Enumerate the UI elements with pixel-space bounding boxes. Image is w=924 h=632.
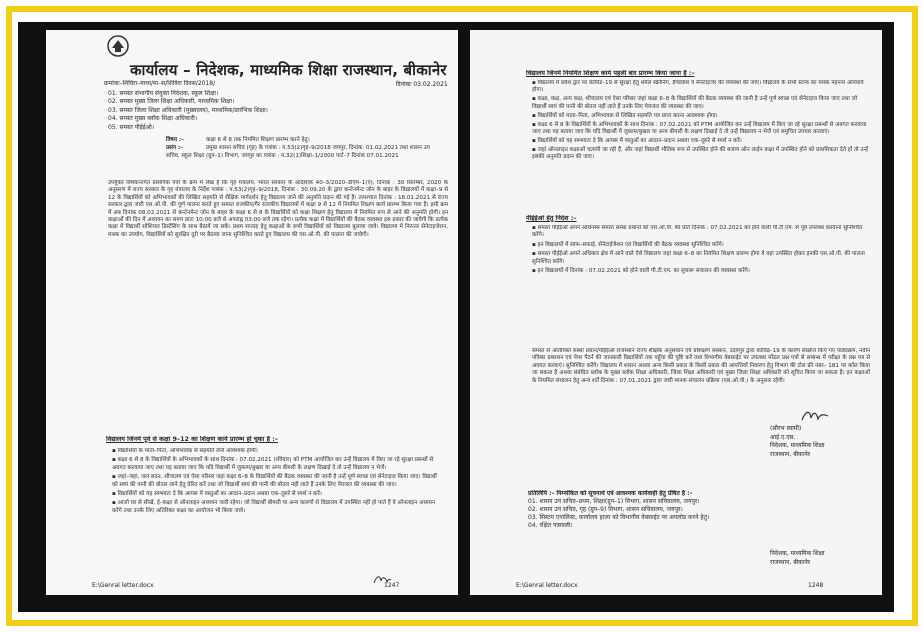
page-number: 1248 <box>808 582 824 589</box>
addressee-item: 04. समस्त मुख्य ब्लॉक शिक्षा अधिकारी। <box>108 115 198 123</box>
list-item: ▪ विद्यार्थियों को यह सम्भवतः दे कि आपस में वस्तुओं का आदान–प्रदान अथवा एक–दूसरे से स्पर्श न करें। <box>532 138 870 145</box>
list-item: ▪ इन विद्यालयों में साफ–सफाई, सेनेटाईजेशन एवं विद्यार्थियों की बैठक व्यवस्था सुनिश्चित करेंगे। <box>532 242 870 249</box>
subject-block <box>166 136 436 160</box>
document-page-left <box>46 30 458 595</box>
signatory-designation: निदेशक, माध्यमिक शिक्षा <box>770 442 825 449</box>
footer-file-path: E:\Genral letter.docx <box>92 582 154 589</box>
list-item: ▪ कक्षा 6 से 8 के विद्यार्थियों के अभिभावकों के साथ दिनांक : 07.02.2021 को PTM आयोजित कर उन्हें विद्यालय में किए जा रहे सुरक्षा प्रबन्धों से अवगत करवाया जाए तथा यह बताया जाए कि यदि विद्यार्थी में जुकाम/बुखार या अन्य बीमारी के लक्षण दिखाई दे तो उन्हें विद्यालय न भेजें एवं समुचित उपचार करवाएं। <box>532 122 870 137</box>
signatory-designation: निदेशक, माध्यमिक शिक्षा <box>770 550 825 557</box>
copy-item: 02. शासन उप सचिव, गृह (ग्रुप–9) विभाग, शासन सचिवालय, जयपुर। <box>528 506 683 513</box>
signatory-location: राजस्थान, बीकानेर <box>770 450 811 458</box>
list-item: ▪ समस्त पीईईओ अपने अधिनस्थ समस्त संस्था प्रधानों को एस.ओ.पी. की प्रति दिनांक : 07.02.2021 को होने वाली पी.टी.एम. से पूर्व उपलब्ध करवाना सुनिश्चित करेंगे। <box>532 225 870 240</box>
list-item: ▪ आजो घर से सीखें, ई–कक्षा से ऑनलाइन अध्ययन जारी रहेगा। जो विद्यार्थी बीमारी या अन्य कारणों से विद्यालय में उपस्थित नहीं हो पाते हैं वे ऑनलाइन अध्ययन करेंगे तथा उनके लिए अतिरिक्त कक्षा का आयोजन भी किया जावे। <box>112 500 442 515</box>
reference-number: क्रमांकः–शिविरा–माध्य/मा–स/शिविरा दिवस/2018/ <box>104 80 216 87</box>
list-item: ▪ जहां–जहां, जल सदन, शौचालय एवं ऐसा परिसर जहां कक्षा 6–8 के विद्यार्थियों की बैठक व्यवस्था की जानी है उन्हें पूर्ण स्वच्छ एवं सेनेटाइज किया जाए। विद्यार्थी को स्वयं की पानी की बोतल लाने हेतु प्रेरित करें तथा जो विद्यार्थी स्वयं की पानी की बोतल नहीं लाते हैं उनके लिए पेयजल की व्यवस्था की जाए। <box>112 474 442 489</box>
subject-label: विषय :– <box>166 137 185 143</box>
document-title: कार्यालय – निदेशक, माध्यमिक शिक्षा राजस्थान, बीकानेर <box>130 61 447 79</box>
signatory-service: आई.ए.एस. <box>770 433 796 441</box>
copy-item: 03. सिस्टम एनालिस्ट, कार्यालय हाजा को विभागीय वेबसाईट पर अपलोड करने हेतु। <box>528 514 710 521</box>
closing-paragraph: समस्त से अतिरिक्त संस्था प्रधान/पीईईओ राजस्थान राज्य शैक्षिक अनुसंधान एवं प्रशिक्षण संस्थान, उदयपुर द्वारा कोविड–19 के कारण संक्षिप्त किए गए पाठ्यक्रम, नवीन पत्रिका प्रकाशन एवं पेपर पैटर्न की जानकारी विद्यार्थियों तक पहुँचा की पुष्टि करें तथा विभागीय वेबसाईट पर उपलब्ध मॉडल प्रश्न पत्रों से सम्बन्ध में परीक्षा के प्रश्न पत्र से अवगत करवाएं। सुनिश्चित करेंगे। विद्यालय में शासन अथवा अन्य किसी प्रकार के किसी प्रकार की आपत्तियाँ निवारण हेतु विभाग की टोल फ्री नंबर– 181 पर कॉल किया जा सकता है अथवा संबंधित ब्लॉक के मुख्य ब्लॉक शिक्षा अधिकारी, जिला शिक्षा अधिकारी एवं मुख्य जिला शिक्षा अधिकारी को सूचित किया जा सकता है। इन कक्षाओं के नियमित संचालन हेतु अन्य शर्तें दिनांक : 07.01.2021 द्वारा जारी मानक संचालन प्रक्रिया (एस.ओ.पी.) के अनुसार रहेगी। <box>532 348 870 384</box>
section-heading: विद्यालय जिनमें पूर्व से कक्षा 9–12 का शिक्षण कार्य प्रारम्भ हो चुका है :– <box>106 436 278 443</box>
bullet-list <box>532 80 870 212</box>
body-paragraph: उपर्युक्त विषयान्तर्गत प्रासंगिक पत्रों के क्रम में लेख है कि गृह मंत्रालय, भारत सरकार के आदेशांक 40–3/2020–डीएम–1(ए), दिनांक : 30 सितम्बर, 2020 के अनुसरण में राज्य सरकार के गृह मंत्रालय के निर्देश पत्रांक : प.53(2)गृह–9/2018, दिनांक : 30.09.20 के द्वारा कन्टेनमेन्ट जोन के बाहर के विद्यालयों में कक्षा–9 से 12 के विद्यार्थियों को अभिभावकों की लिखित सहमति से शैक्षिक मार्गदर्शन हेतु विद्यालय जाने की अनुमति प्रदान की गई है। तत्पश्चात दिनांक : 18.01.2021 से राज्य सरकार द्वारा जारी एस.ओ.पी. की पूर्ण पालना करते हुए समस्त राजकीय/गैर राजकीय विद्यालयों में कक्षा 9 से 12 में नियमित शिक्षण कार्य प्रारम्भ किया गया है। इसी क्रम में अब दिनांक 08.02.2021 से कन्टेनमेन्ट जोन के बाहर के कक्षा 6 से 8 के विद्यार्थियों को कक्षा शिक्षण हेतु विद्यालय में नियमित रूप से आने की अनुमति होगी। इन कक्षाओं की दिन में अध्ययन का समय प्रातः 10:00 बजे से अपराह्न 03:00 बजे तक रहेगा। प्रत्येक कक्षा में विद्यार्थियों की बैठक व्यवस्था इस प्रकार की जावेगी कि प्रत्येक कक्षा में विद्यार्थी सोशियल डिस्टेंसिंग के साथ बैठायें जा सकें। प्रथम सप्ताह हेतु कक्षाओं के सभी विद्यार्थियों को विद्यालय बुलाया जावे। विद्यालय में निरन्तर सेनेटाइजेशन, मास्क का उपयोग, विद्यार्थियों को सुरक्षित दूरी पर बैठाया जाना सुनिश्चित करते हुए विद्यालय की एस.ओ.पी. की पालना की जावेगी। <box>108 180 448 238</box>
list-item: ▪ कक्षा 6 से 8 के विद्यार्थियों के अभिभावकों के साथ दिनांक : 07.02.2021 (रविवार) को PTM आयोजित कर उन्हें विद्यालय में किए जा रहे सुरक्षा प्रबन्धों से अवगत करवाया जाए तथा यह बताया जाए कि यदि विद्यार्थी में जुकाम/बुखार या अन्य बीमारी के लक्षण दिखाई दे तो उन्हें विद्यालय न भेजें। <box>112 457 442 472</box>
addressee-item: 02. समस्त मुख्य जिला शिक्षा अधिकारी, माध्यमिक शिक्षा। <box>108 98 235 106</box>
addressee-item: 03. समस्त जिला शिक्षा अधिकारी (मुख्यालय), माध्यमिक/प्रारंभिक शिक्षा। <box>108 106 268 114</box>
list-item: ▪ विद्यालय में प्रवेश द्वार पर कोविड–19 से सुरक्षा हेतु थर्मल स्क्रीनिंग, हैण्डवॉश व सेनेटाइजर की व्यवस्था की जाए। विद्यालय के सभी स्टाफ का मास्क पहनना अनिवार्य होगा। <box>532 80 870 95</box>
list-item: ▪ जहां ऑनलाइन कक्षाओं चलायी जा रही हैं, और जहां विद्यार्थी भौतिक रूप से उपस्थित होने की बजाय ऑन लाईन कक्षा में उपस्थित होने को प्राथमिकता देते हों तो उन्हें इसकी अनुमति प्रदान की जाए। <box>532 147 870 162</box>
signatory-location: राजस्थान, बीकानेर <box>770 558 811 566</box>
copy-to-block <box>528 490 828 546</box>
department-logo-icon <box>106 34 134 58</box>
list-item: ▪ समस्त पीईईओ अपने अधिकार क्षेत्र में आने वाले ऐसे विद्यालय जहां कक्षा 6–8 का नियमित शिक्षण प्रारम्भ होगा वे वहां उपस्थित होकर इनकी एस.ओ.पी. की पालना सुनिश्चित करेंगे। <box>532 251 870 266</box>
section-heading-peeo: पीईईओ हेतु निर्देश :– <box>526 215 577 222</box>
copy-heading: प्रतिलिपि :– निम्नांकित को सूचनार्थ एवं आवश्यक कार्यवाही हेतु प्रेषित है :– <box>528 490 693 497</box>
list-item: ▪ कक्षा, कक्ष, अन्य कक्ष, शौचालय एवं ऐसा परिसर जहां कक्षा 6–8 के विद्यार्थियों की बैठक व्यवस्था की जानी है उन्हें पूर्ण स्वच्छ एवं सेनेटाइज किया जाए तथा जो विद्यार्थी स्वयं की पानी की बोतल नहीं लाते हैं उनके लिए पेयजल की व्यवस्था की जाए। <box>532 96 870 111</box>
signatory-name: (सौरभ स्वामी) <box>770 425 802 432</box>
footer-file-path: E:\Genral letter.docx <box>516 582 578 589</box>
reference-text: प्रमुख शासन सचिव (गृह) के पत्रांक : प.53(2)गृह–9/2018 जयपुर, दिनांक: 01.02.2021 तथा शासन उप सचिव, स्कूल शिक्षा (ग्रुप–1) विभाग, जयपुर का पत्रांक : प.32(1)शिक्षा–1/2000 पार्ट–7 दिनांक 07.01.2021 <box>166 145 430 159</box>
signatory-block <box>770 425 882 459</box>
section-heading: विद्यालय जिनमें नियमित शिक्षण कार्य पहली बार प्रारम्भ किया जाना है :– <box>526 70 695 77</box>
signature <box>800 408 830 424</box>
page-number: 1247 <box>384 582 400 589</box>
letter-date: दिनांकः 03.02.2021 <box>396 81 448 88</box>
list-item: ▪ विद्यार्थियों को यह सम्भवतः दे कि आपस में वस्तुओं का आदान–प्रदान अथवा एक–दूसरे से स्पर्श न करें। <box>112 491 442 498</box>
subject-text: कक्षा 6 से 8 तक नियमित शिक्षण प्रारम्भ करने हेतु। <box>206 137 310 143</box>
copy-item: 04. रक्षित पत्रावली। <box>528 522 573 529</box>
addressee-item: 01. समस्त संभागीय संयुक्त निदेशक, स्कूल शिक्षा। <box>108 90 219 97</box>
list-item: ▪ विद्यार्थियों के माता–पिता, अभिभावक से सहमति लेनी आवश्यक होगी। <box>112 448 442 455</box>
addressee-item: 05. समस्त पीईईओ। <box>108 123 155 131</box>
bullet-list-peeo <box>532 225 870 343</box>
addressee-list <box>108 90 368 132</box>
signatory-block-2 <box>770 550 882 567</box>
reference-label: प्रसंग :– <box>166 145 184 151</box>
list-item: ▪ इन विद्यालयों में दिनांक : 07.02.2021 को होने वाली पी.टी.एम. का सुचारू संचालन की व्यवस्था करेंगे। <box>532 268 870 275</box>
copy-item: 01. शासन उप सचिव–प्रथम, शिक्षा(ग्रुप–1) विभाग, शासन सचिवालय, जयपुर। <box>528 498 700 505</box>
document-page-right <box>470 30 882 595</box>
bullet-list <box>112 448 442 573</box>
list-item: ▪ विद्यार्थियों को माता–पिता, अभिभावक से लिखित सहमति पत्र प्राप्त करना आवश्यक होगा। <box>532 113 870 120</box>
